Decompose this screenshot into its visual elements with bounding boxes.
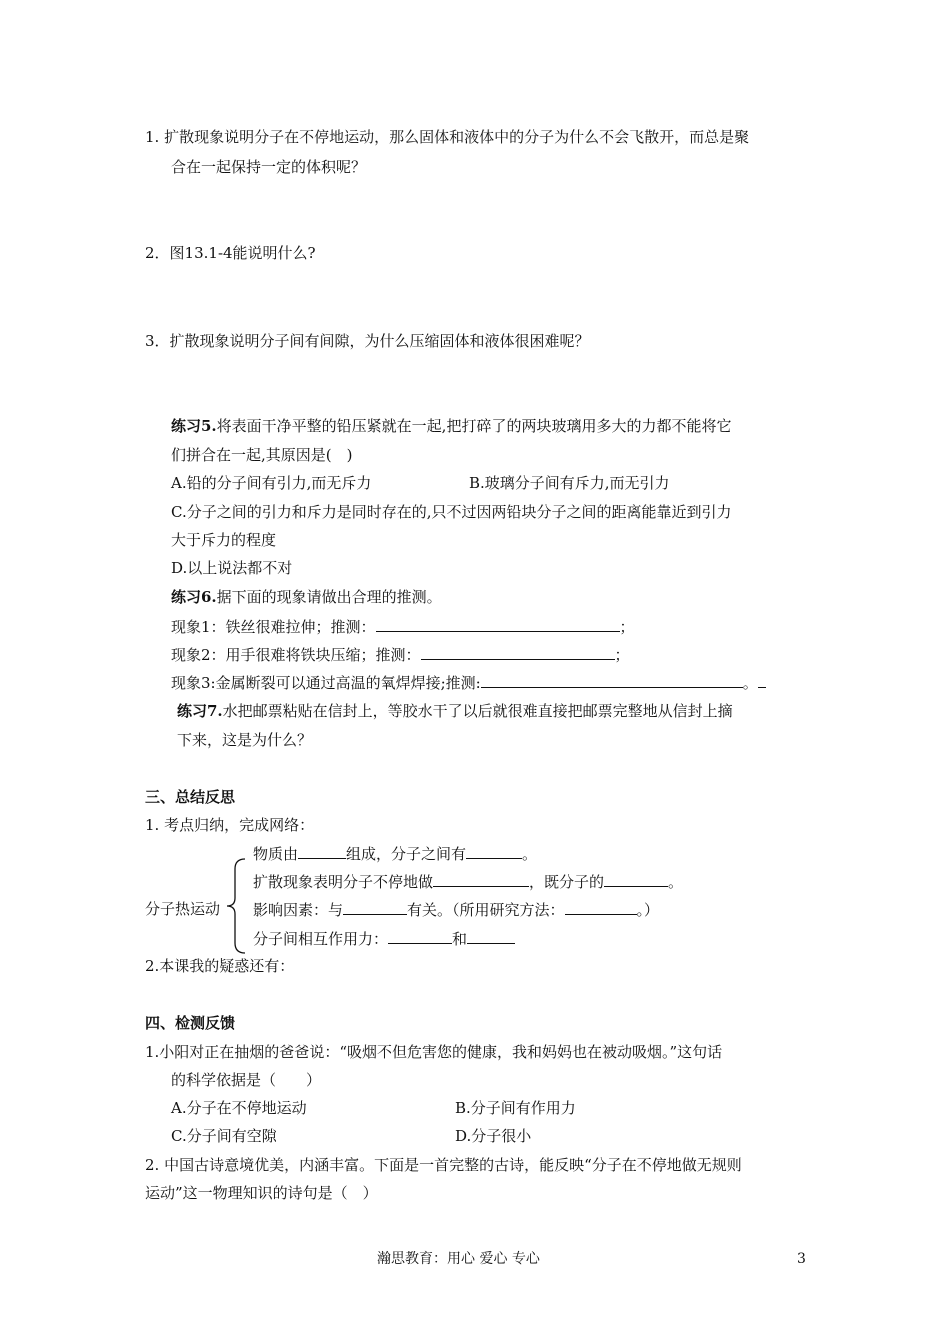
exercise-5-label: 练习5. (171, 417, 217, 435)
concept-row-2 (253, 871, 683, 892)
exercise-7-line-1 (177, 701, 733, 721)
exercise-6-phenomenon-3 (171, 672, 766, 693)
row-3-text-a: 影响因素：与 (253, 901, 344, 919)
exercise-5-text: 将表面干净平整的铅压紧就在一起,把打碎了的两块玻璃用多大的力都不能将它 (216, 417, 732, 435)
page-footer: 瀚思教育：用心 爱心 专心 (377, 1251, 540, 1267)
row-4-text-a: 分子间相互作用力： (253, 930, 389, 948)
row-1-text-b: 组成，分子之间有 (346, 845, 467, 863)
question-3: 3．扩散现象说明分子间有间隙，为什么压缩固体和液体很困难呢？ (145, 332, 590, 350)
exercise-7-text: 水把邮票粘贴在信封上，等胶水干了以后就很难直接把邮票完整地从信封上摘 (222, 702, 733, 720)
exercise-5-option-d: D.以上说法都不对 (171, 559, 293, 577)
concept-row-4 (253, 928, 515, 949)
exercise-7-label: 练习7. (177, 702, 223, 720)
phenomenon-3-text: 现象3:金属断裂可以通过高温的氧焊焊接;推测: (171, 674, 481, 692)
answer-blank[interactable] (343, 899, 407, 915)
exercise-5-line-1 (171, 416, 731, 436)
answer-blank[interactable] (758, 672, 766, 688)
question-1-line-1: 1. 扩散现象说明分子在不停地运动，那么固体和液体中的分子为什么不会飞散开，而总是聚 (145, 128, 750, 146)
exercise-6-phenomenon-2 (171, 644, 630, 665)
answer-blank[interactable] (481, 672, 743, 688)
section-4-question-1-line-2: 的科学依据是（ ） (171, 1071, 322, 1089)
concept-row-3 (253, 899, 659, 920)
row-1-text-c: 。 (522, 845, 538, 863)
answer-blank[interactable] (421, 644, 615, 660)
exercise-5-line-2: 们拼合在一起,其原因是( ) (171, 446, 353, 464)
exercise-6-text: 据下面的现象请做出合理的推测。 (216, 588, 442, 606)
question-2: 2．图13.1-4能说明什么? (145, 244, 316, 262)
exercise-5-option-a: A.铅的分子间有引力,而无斥力 (171, 474, 372, 492)
section-4-option-c: C.分子间有空隙 (171, 1127, 277, 1145)
row-1-text-a: 物质由 (253, 845, 299, 863)
semicolon: ； (614, 646, 630, 664)
row-2-text-a: 扩散现象表明分子不停地做 (253, 873, 434, 891)
answer-blank[interactable] (604, 871, 668, 887)
period: 。 (742, 674, 758, 692)
answer-blank[interactable] (565, 899, 637, 915)
curly-brace-icon (226, 858, 246, 954)
exercise-7-line-2: 下来，这是为什么？ (177, 731, 313, 749)
exercise-5-option-c-line-2: 大于斥力的程度 (171, 531, 277, 549)
answer-blank[interactable] (388, 928, 452, 944)
row-4-text-b: 和 (452, 930, 468, 948)
section-4-question-2-line-2: 运动”这一物理知识的诗句是（ ） (145, 1184, 378, 1202)
exercise-6-label: 练习6. (171, 588, 217, 606)
question-1-line-2: 合在一起保持一定的体积呢？ (171, 158, 367, 176)
section-4-option-b: B.分子间有作用力 (455, 1099, 576, 1117)
row-2-text-c: 。 (668, 873, 684, 891)
answer-blank[interactable] (467, 928, 515, 944)
section-4-option-a: A.分子在不停地运动 (171, 1099, 307, 1117)
page-number: 3 (797, 1251, 806, 1267)
answer-blank[interactable] (298, 843, 346, 859)
concept-row-1 (253, 843, 537, 864)
answer-blank[interactable] (433, 871, 529, 887)
phenomenon-1-text: 现象1：铁丝很难拉伸；推测： (171, 618, 376, 636)
section-4-question-2-line-1: 2. 中国古诗意境优美，内涵丰富。下面是一首完整的古诗，能反映“分子在不停地做无规则 (145, 1156, 742, 1174)
section-3-item-1: 1. 考点归纳，完成网络： (145, 816, 315, 834)
phenomenon-2-text: 现象2：用手很难将铁块压缩；推测： (171, 646, 421, 664)
row-3-text-b: 有关。（所用研究方法： (407, 901, 565, 919)
section-4-question-1-line-1: 1.小阳对正在抽烟的爸爸说：“吸烟不但危害您的健康，我和妈妈也在被动吸烟。”这句话 (145, 1043, 723, 1061)
section-4-title: 四、检测反馈 (145, 1014, 236, 1032)
exercise-6-phenomenon-1 (171, 616, 635, 637)
exercise-6-heading (171, 587, 442, 607)
answer-blank[interactable] (466, 843, 522, 859)
exercise-5-option-c-line-1: C.分子之间的引力和斥力是同时存在的,只不过因两铅块分子之间的距离能靠近到引力 (171, 503, 732, 521)
section-3-title: 三、总结反思 (145, 788, 236, 806)
row-2-text-b: ，既分子的 (529, 873, 605, 891)
exercise-5-option-b: B.玻璃分子间有斥力,而无引力 (469, 474, 670, 492)
section-3-item-2: 2.本课我的疑惑还有： (145, 957, 295, 975)
semicolon: ； (619, 618, 635, 636)
row-3-text-c: 。） (636, 901, 660, 919)
answer-blank[interactable] (376, 616, 620, 632)
section-4-option-d: D.分子很小 (455, 1127, 532, 1145)
concept-map-center: 分子热运动 (145, 900, 221, 918)
